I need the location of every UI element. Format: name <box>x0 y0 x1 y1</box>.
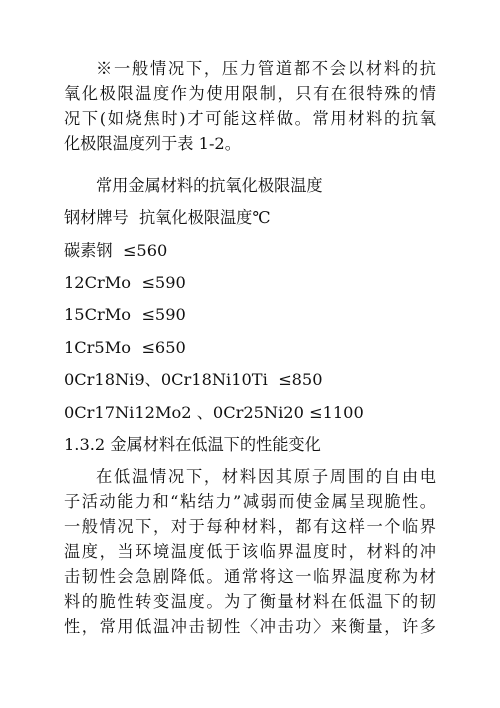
intro-paragraph <box>64 56 436 156</box>
intro-paragraph-line: 化极限温度列于表 1-2。 <box>64 134 241 153</box>
low-temperature-paragraph-line: 击韧性会急剧降低。通常将这一临界温度称为材 <box>64 567 436 586</box>
table-row: 1Cr5Mo ≤650 <box>64 338 186 357</box>
section-heading: 1.3.2 金属材料在低温下的性能变化 <box>64 435 321 454</box>
intro-paragraph-line: 氧化极限温度作为使用限制，只有在很特殊的情 <box>64 84 436 103</box>
table-title: 常用金属材料的抗氧化极限温度 <box>96 176 323 195</box>
low-temperature-paragraph-line: 子活动能力和“粘结力”减弱而使金属呈现脆性。 <box>64 492 436 511</box>
table-row: 0Cr18Ni9、0Cr18Ni10Ti ≤850 <box>64 370 323 389</box>
table-header: 钢材牌号 抗氧化极限温度℃ <box>64 208 271 227</box>
intro-paragraph-line: 况下(如烧焦时)才可能这样做。常用材料的抗氧 <box>64 109 436 128</box>
low-temperature-paragraph-line: 性，常用低温冲击韧性〈冲击功〉来衡量，许多 <box>64 617 436 636</box>
intro-paragraph-line: ※一般情况下，压力管道都不会以材料的抗 <box>96 59 436 78</box>
table-row: 碳素钢 ≤560 <box>64 241 168 260</box>
low-temperature-paragraph-line: 一般情况下，对于每种材料，都有这样一个临界 <box>64 517 436 536</box>
table-row: 12CrMo ≤590 <box>64 273 186 292</box>
low-temperature-paragraph-line: 在低温情况下，材料因其原子周围的自由电 <box>96 467 436 486</box>
table-row: 0Cr17Ni12Mo2 、0Cr25Ni20 ≤1100 <box>64 403 364 422</box>
low-temperature-paragraph-line: 温度，当环境温度低于该临界温度时，材料的冲 <box>64 542 436 561</box>
low-temperature-paragraph <box>64 464 436 639</box>
table-row: 15CrMo ≤590 <box>64 305 186 324</box>
low-temperature-paragraph-line: 料的脆性转变温度。为了衡量材料在低温下的韧 <box>64 592 436 611</box>
